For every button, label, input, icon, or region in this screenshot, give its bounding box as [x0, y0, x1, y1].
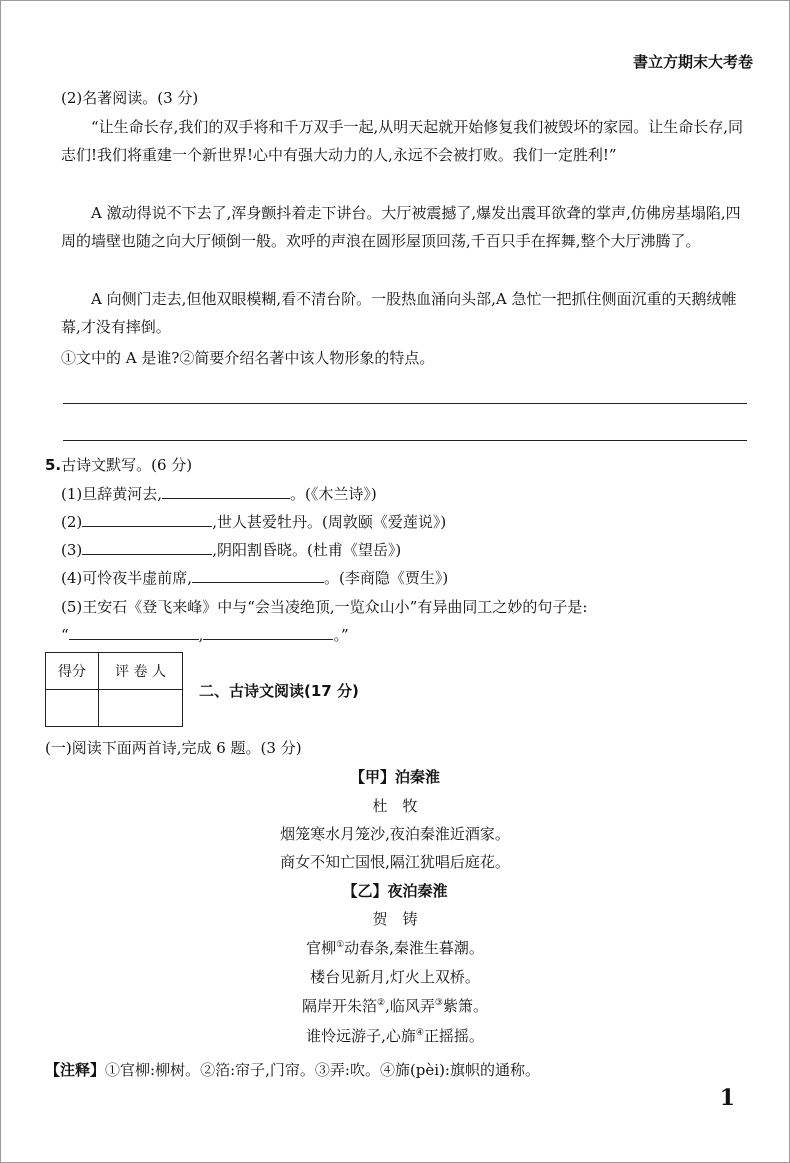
q5-blank-5b[interactable]	[203, 625, 333, 640]
q5-item-4-pre: (4)可怜夜半虚前席,	[61, 569, 193, 587]
q5-item-2	[61, 511, 446, 532]
footnote-marker-3: ③	[434, 998, 443, 1008]
poem-a-line-1: 烟笼寒水月笼沙,夜泊秦淮近酒家。	[280, 825, 510, 843]
poem-a-line-2: 商女不知亡国恨,隔江犹唱后庭花。	[280, 853, 510, 871]
score-cell[interactable]	[46, 690, 99, 727]
open-quote: “	[61, 626, 69, 644]
poem-b-l1b: 动春条,秦淮生暮潮。	[344, 939, 484, 957]
q5-blank-2[interactable]	[82, 512, 212, 527]
q5-item-3-pre: (3)	[61, 541, 83, 559]
q5-item-1	[61, 483, 377, 504]
page-number: 1	[719, 1085, 735, 1111]
q5-item-2-pre: (2)	[61, 513, 83, 531]
q5-title: 古诗文默写。(6 分)	[61, 456, 193, 474]
q4-2-paragraph-3: A 向侧门走去,但他双眼模糊,看不清台阶。一股热血涌向头部,A 急忙一把抓住侧面沉重的天鹅绒帷幕,才没有摔倒。	[61, 290, 737, 336]
q5-item-1-post: 。(《木兰诗》)	[290, 485, 377, 503]
q4-2-question: ①文中的 A 是谁?②简要介绍名著中该人物形象的特点。	[61, 349, 435, 367]
q5-blank-1[interactable]	[162, 484, 290, 499]
q5-heading	[45, 454, 192, 475]
q5-blank-4[interactable]	[192, 568, 324, 583]
notes-text: ①官柳:柳树。②箔:帘子,门帘。③弄:吹。④旆(pèi):旗帜的通称。	[105, 1061, 540, 1079]
section-2-title: 二、古诗文阅读(17 分)	[199, 682, 359, 700]
q5-item-2-post: ,世人甚爱牡丹。(周敦颐《爱莲说》)	[212, 513, 447, 531]
q5-item-3-post: ,阴阳割昏晓。(杜甫《望岳》)	[212, 541, 402, 559]
poem-b-l4a: 谁怜远游子,心旆	[306, 1027, 416, 1045]
score-table	[45, 652, 183, 727]
poem-b-l3a: 隔岸开朱箔	[302, 997, 378, 1015]
poem-b-l4b: 正摇摇。	[423, 1027, 484, 1045]
notes	[45, 1059, 540, 1080]
poem-b-line-3	[1, 995, 789, 1016]
close-quote: 。”	[333, 626, 349, 644]
q5-item-4	[61, 567, 448, 588]
poem-b-l3c: 紫箫。	[442, 997, 488, 1015]
q4-2-heading: (2)名著阅读。(3 分)	[61, 89, 199, 107]
q5-item-4-post: 。(李商隐《贾生》)	[324, 569, 449, 587]
answer-line-2[interactable]	[63, 440, 747, 441]
q5-item-3	[61, 539, 401, 560]
q4-2-paragraph-2: A 激动得说不下去了,浑身颤抖着走下讲台。大厅被震撼了,爆发出震耳欲聋的掌声,仿佛房基塌陷,四周的墙壁也随之向大厅倾倒一般。欢呼的声浪在圆形屋顶回荡,千百只手在挥舞,整个大厅沸腾了。	[61, 204, 741, 250]
q5-number: 5.	[45, 456, 62, 474]
footnote-marker-1: ①	[336, 940, 345, 950]
q4-2-paragraph-1: “让生命长存,我们的双手将和千万双手一起,从明天起就开始修复我们被毁坏的家园。让生命长存,同志们!我们将重建一个新世界!心中有强大动力的人,永远不会被打败。我们一定胜利!”	[61, 118, 743, 164]
score-header: 得分	[46, 653, 99, 690]
poem-a-author: 杜 牧	[372, 797, 418, 815]
poem-b-title: 【乙】夜泊秦淮	[342, 882, 448, 900]
poem-b-line-4	[1, 1025, 789, 1046]
footnote-marker-2: ②	[377, 998, 386, 1008]
footnote-marker-4: ④	[415, 1028, 424, 1038]
comma: ,	[198, 626, 204, 644]
q5-item-1-pre: (1)旦辞黄河去,	[61, 485, 163, 503]
grader-header: 评 卷 人	[99, 653, 183, 690]
q5-blank-5a[interactable]	[69, 625, 199, 640]
poem-b-l1a: 官柳	[306, 939, 337, 957]
poem-b-line-2: 楼台见新月,灯火上双桥。	[310, 968, 480, 986]
poem-b-line-1	[1, 937, 789, 958]
notes-label: 【注释】	[45, 1061, 106, 1079]
q5-item-5-answer	[61, 624, 349, 645]
poem-b-l3b: ,临风弄	[385, 997, 435, 1015]
answer-line-1[interactable]	[63, 403, 747, 404]
poem-b-author: 贺 铸	[372, 910, 418, 928]
poem-a-title: 【甲】泊秦淮	[349, 768, 440, 786]
q5-blank-3[interactable]	[82, 540, 212, 555]
header-title: 書立方期末大考卷	[632, 53, 753, 71]
section-2-sub: (一)阅读下面两首诗,完成 6 题。(3 分)	[45, 739, 302, 757]
grader-cell[interactable]	[99, 690, 183, 727]
q5-item-5-text: (5)王安石《登飞来峰》中与“会当凌绝顶,一览众山小”有异曲同工之妙的句子是:	[61, 598, 588, 616]
